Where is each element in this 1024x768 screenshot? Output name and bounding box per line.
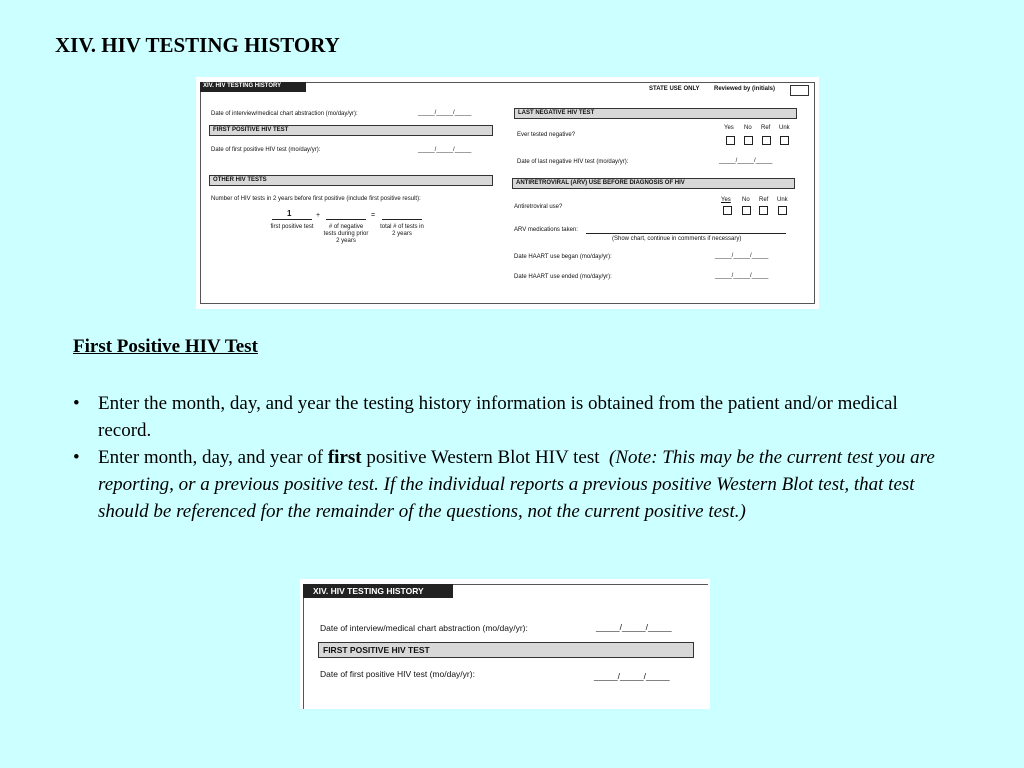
instruction-item <box>73 444 943 525</box>
date-interview-field: _____/_____/_____ <box>418 110 472 116</box>
formula-line-negative <box>326 219 366 220</box>
formula-total-caption: total # of tests in 2 years <box>380 224 424 237</box>
choice-ref-1: Ref <box>761 125 771 131</box>
instruction-text-post: positive Western Blot HIV test <box>361 447 610 468</box>
formula-negative-caption: # of negative tests during prior 2 years <box>323 224 369 244</box>
choice-yes-2: Yes <box>721 197 731 203</box>
choice-no-2: No <box>742 197 750 203</box>
arv-header: ANTIRETROVIRAL (ARV) USE BEFORE DIAGNOSIS OF HIV <box>512 178 795 189</box>
hiv-testing-history-form-crop-image <box>300 579 710 709</box>
haart-began-label: Date HAART use began (mo/day/yr): <box>514 254 612 260</box>
crop-date-first-positive-field: _____/_____/_____ <box>594 671 670 681</box>
arv-yes-checkbox <box>723 206 732 215</box>
number-tests-label: Number of HIV tests in 2 years before first positive (include first positive result): <box>211 196 421 202</box>
ever-tested-negative-label: Ever tested negative? <box>517 132 576 138</box>
formula-equals: = <box>371 212 376 219</box>
crop-first-positive-header: FIRST POSITIVE HIV TEST <box>318 642 694 658</box>
reviewed-by-label: Reviewed by (initials) <box>714 86 776 92</box>
date-first-positive-field: _____/_____/_____ <box>418 147 472 153</box>
hiv-testing-history-form-image <box>196 77 819 309</box>
arv-ref-checkbox <box>759 206 768 215</box>
form-section-label: XIV. HIV TESTING HISTORY <box>200 82 306 92</box>
ever-tested-no-checkbox <box>744 136 753 145</box>
first-positive-header: FIRST POSITIVE HIV TEST <box>209 125 493 136</box>
antiretroviral-use-label: Antiretroviral use? <box>514 204 563 210</box>
instruction-list <box>73 390 943 525</box>
instruction-text-pre: Enter month, day, and year of <box>98 447 328 468</box>
instruction-text: Enter the month, day, and year the testing history information is obtained from the patient and/or medical record. <box>98 393 898 441</box>
choice-unk-2: Unk <box>777 197 788 203</box>
section-heading: First Positive HIV Test <box>73 336 258 357</box>
arv-medications-line <box>586 233 786 234</box>
choice-ref-2: Ref <box>759 197 769 203</box>
state-use-only-label: STATE USE ONLY <box>649 86 700 92</box>
haart-ended-label: Date HAART use ended (mo/day/yr): <box>514 274 612 280</box>
last-negative-header: LAST NEGATIVE HIV TEST <box>514 108 797 119</box>
instruction-text-bold: first <box>327 447 362 468</box>
reviewed-by-box <box>790 85 809 96</box>
haart-began-field: _____/_____/_____ <box>715 253 769 259</box>
formula-first-caption: first positive test <box>270 224 314 230</box>
choice-yes-1: Yes <box>724 125 734 131</box>
arv-medications-label: ARV medications taken: <box>514 227 578 233</box>
bullet-icon: • <box>73 447 80 468</box>
ever-tested-ref-checkbox <box>762 136 771 145</box>
formula-line-first <box>272 219 312 220</box>
choice-no-1: No <box>744 125 752 131</box>
date-last-negative-field: _____/_____/_____ <box>719 158 773 164</box>
crop-section-label: XIV. HIV TESTING HISTORY <box>303 584 453 598</box>
date-first-positive-label: Date of first positive HIV test (mo/day/yr): <box>211 147 321 153</box>
arv-unk-checkbox <box>778 206 787 215</box>
instruction-item <box>73 390 943 444</box>
formula-plus: + <box>316 212 321 219</box>
other-tests-header: OTHER HIV TESTS <box>209 175 493 186</box>
date-interview-label: Date of interview/medical chart abstraction (mo/day/yr): <box>211 111 358 117</box>
instruction-note: (Note: This may be the current test you are reporting, or a previous positive test. If the individual reports a previous positive Western Blot test, that test should be referenced for the remainder of the questions, not the current positive test.) <box>98 447 935 522</box>
ever-tested-unk-checkbox <box>780 136 789 145</box>
haart-ended-field: _____/_____/_____ <box>715 273 769 279</box>
crop-date-interview-field: _____/_____/_____ <box>596 622 672 632</box>
ever-tested-yes-checkbox <box>726 136 735 145</box>
crop-date-first-positive-label: Date of first positive HIV test (mo/day/yr): <box>320 669 475 679</box>
choice-unk-1: Unk <box>779 125 790 131</box>
formula-line-total <box>382 219 422 220</box>
arv-note: (Show chart, continue in comments if necessary) <box>612 236 742 242</box>
slide-title: XIV. HIV TESTING HISTORY <box>55 33 340 57</box>
date-last-negative-label: Date of last negative HIV test (mo/day/yr): <box>517 159 629 165</box>
formula-one: 1 <box>287 209 292 218</box>
crop-date-interview-label: Date of interview/medical chart abstraction (mo/day/yr): <box>320 623 528 633</box>
arv-no-checkbox <box>742 206 751 215</box>
bullet-icon: • <box>73 393 80 414</box>
